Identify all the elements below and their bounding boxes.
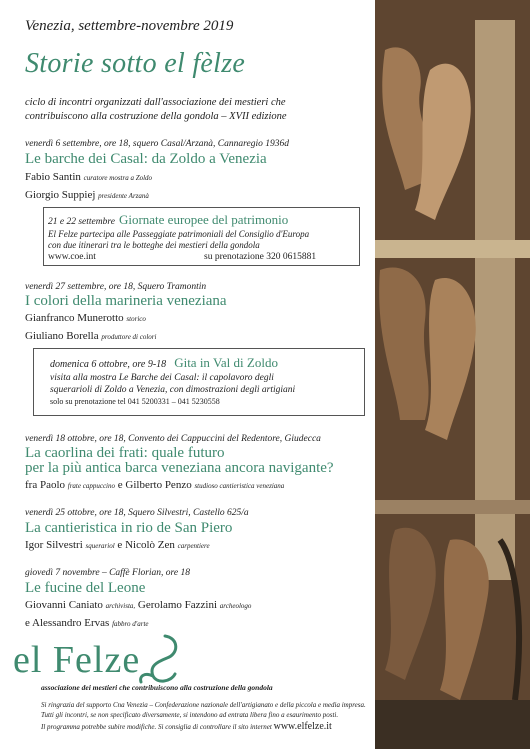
- patrimonio-dates: 21 e 22 settembre: [48, 217, 115, 227]
- event-5-speakers-1: [25, 599, 251, 611]
- event-2-speaker-2: [25, 330, 156, 342]
- patrimonio-title: Giornate europee del patrimonio: [118, 212, 289, 227]
- event-5-speakers-2: [25, 617, 149, 629]
- assoc-line: associazione dei mestieri che contribuiscono alla costruzione della gondola: [41, 683, 273, 692]
- zoldo-line-1: visita alla mostra Le Barche dei Casal: il capolavoro degli: [50, 373, 274, 383]
- workshop-photo: [375, 0, 530, 749]
- event-2-head: venerdì 27 settembre, ore 18, Squero Tramontin: [25, 282, 207, 292]
- zoldo-title: Gita in Val di Zoldo: [174, 355, 278, 370]
- speaker-role: fabbro d'arte: [112, 620, 149, 628]
- speaker-name: Gilberto Penzo: [125, 479, 192, 491]
- speaker-role: studioso cantieristica veneziana: [194, 482, 285, 490]
- forcole-illustration: [375, 0, 530, 749]
- event-3-title-2: per la più antica barca veneziana ancora navigante?: [25, 460, 334, 476]
- zoldo-box: [33, 348, 365, 416]
- event-3-head: venerdì 18 ottobre, ore 18, Convento dei Cappuccini del Redentore, Giudecca: [25, 434, 321, 444]
- date-line: Venezia, settembre-novembre 2019: [25, 18, 234, 34]
- speaker-name: fra Paolo: [25, 479, 66, 491]
- speaker-joiner: e: [117, 539, 123, 551]
- speaker-name: Giovanni Caniato: [25, 599, 103, 611]
- forcola-logo-icon: [135, 632, 185, 688]
- event-4-head: venerdì 25 ottobre, ore 18, Squero Silvestri, Castello 625/a: [25, 508, 249, 518]
- speaker-role: produttore di colori: [101, 333, 157, 341]
- event-5-head: giovedì 7 novembre – Caffè Florian, ore 18: [25, 568, 190, 578]
- event-1-title: Le barche dei Casal: da Zoldo a Venezia: [25, 151, 267, 167]
- speaker-role: carpentiere: [177, 542, 210, 550]
- event-3-speakers: [25, 479, 284, 491]
- event-2-speaker-1: [25, 312, 146, 324]
- event-1-speaker-1: [25, 171, 152, 183]
- footer-note-2: Tutti gli incontri, se non specificato diversamente, si intendono ad entrata libera fino a esaurimento posti.: [41, 711, 339, 719]
- speaker-name: Gianfranco Munerotto: [25, 312, 124, 324]
- footer-site-link[interactable]: www.elfelze.it: [273, 721, 332, 732]
- footer-note-1: Si ringrazia del supporto Cna Venezia – Confederazione nazionale dell'artigianato e della piccola e media impresa.: [41, 701, 366, 709]
- speaker-joiner: e: [117, 479, 123, 491]
- zoldo-line-2: squerarioli di Zoldo a Venezia, con dimostrazioni degli artigiani: [50, 385, 296, 395]
- event-1-speaker-2: [25, 189, 149, 201]
- speaker-role: archivista,: [105, 602, 136, 610]
- speaker-name: Nicolò Zen: [125, 539, 175, 551]
- speaker-role: storico: [126, 315, 146, 323]
- page-title: Storie sotto el fèlze: [25, 48, 246, 79]
- patrimonio-header: [48, 211, 288, 229]
- event-2-title: I colori della marineria veneziana: [25, 293, 227, 309]
- intro-line-2: contribuiscono alla costruzione della gondola – XVII edizione: [25, 111, 287, 122]
- zoldo-line-3: solo su prenotazione tel 041 5200331 – 041 5230558: [50, 397, 220, 406]
- patrimonio-line-2: con due itinerari tra le botteghe dei mestieri della gondola: [48, 240, 260, 250]
- zoldo-header: [50, 354, 278, 372]
- speaker-role: archeologo: [219, 602, 252, 610]
- patrimonio-url[interactable]: www.coe.int: [48, 252, 96, 262]
- speaker-role: frate cappuccino: [67, 482, 116, 490]
- patrimonio-line-1: El Felze partecipa alle Passeggiate patrimoniali del Consiglio d'Europa: [48, 229, 310, 239]
- zoldo-date: domenica 6 ottobre, ore 9-18: [50, 359, 167, 370]
- speaker-role: presidente Arzanà: [98, 192, 149, 200]
- speaker-role: squerariol: [85, 542, 115, 550]
- text-column: [13, 0, 370, 749]
- speaker-name: Fabio Santin: [25, 171, 81, 183]
- speaker-name: Giorgio Suppiej: [25, 189, 96, 201]
- event-5-title: Le fucine del Leone: [25, 580, 146, 596]
- speaker-name: Igor Silvestri: [25, 539, 83, 551]
- event-1-head: venerdì 6 settembre, ore 18, squero Casal/Arzanà, Cannaregio 1936d: [25, 139, 289, 149]
- footer-note-3: [41, 721, 332, 732]
- speaker-name: Giuliano Borella: [25, 330, 99, 342]
- speaker-name: Gerolamo Fazzini: [137, 599, 218, 611]
- event-3-title-1: La caorlina dei frati: quale futuro: [25, 445, 225, 461]
- patrimonio-booking: su prenotazione 320 0615881: [204, 252, 317, 262]
- event-4-speakers: [25, 539, 210, 551]
- intro-line-1: ciclo di incontri organizzati dall'associazione dei mestieri che: [25, 97, 286, 108]
- speaker-name: Alessandro Ervas: [32, 617, 110, 629]
- logo-text: el Felze: [13, 639, 141, 681]
- event-4-title: La cantieristica in rio de San Piero: [25, 520, 233, 536]
- patrimonio-box: [43, 207, 360, 266]
- speaker-role: curatore mostra a Zoldo: [83, 174, 153, 182]
- footer-note-3-text: Il programma potrebbe subire modifiche. Si consiglia di controllare il sito internet: [41, 723, 272, 731]
- speaker-joiner: e: [25, 617, 30, 629]
